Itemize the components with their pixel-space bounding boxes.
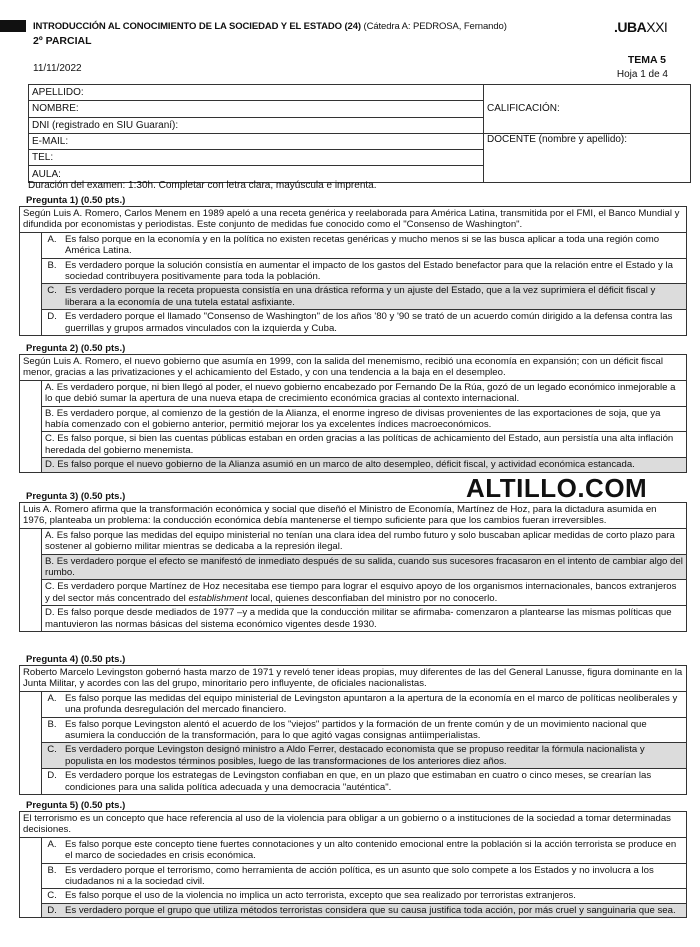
page-counter: Hoja 1 de 4	[616, 69, 668, 80]
tema-label: TEMA 5	[627, 54, 666, 66]
option-a[interactable]: A. Es verdadero porque, ni bien llegó al poder, el nuevo gobierno encabezado por Fernando De la Rúa, gozó de un legado económico inmejorable a lo que debió sumar la apertura de una nueva etapa de crecimiento económica gracias al contexto internacional.	[45, 381, 676, 405]
question-4	[19, 654, 687, 795]
nombre-field[interactable]: NOMBRE:	[29, 101, 484, 117]
student-id-form	[28, 84, 691, 183]
question-label: Pregunta 4) (0.50 pts.)	[26, 654, 126, 665]
calificacion-field[interactable]: CALIFICACIÓN:	[484, 85, 691, 134]
question-stem: Según Luis A. Romero, Carlos Menem en 1989 apeló a una receta genérica y reelaborada para América Latina, transmitida por el FMI, el Banco Mundial y difundida por economistas y periodistas. Este conjunto de medidas fue conocido como el "Consenso de Washington".	[20, 207, 686, 233]
option-a[interactable]: A. Es falso porque en la economía y en la política no existen recetas genéricas y mucho menos si se las busca aplicar a toda una región como América Latina.	[47, 233, 660, 257]
black-marker-bar	[0, 20, 26, 32]
option-b[interactable]: B. Es falso porque Levingston alentó el acuerdo de los "viejos" partidos y la formación de un frente común y de un movimiento nacional que asumiera la conducción de la transformación, para lo que agitó vagas consignas antiimperialistas.	[42, 717, 686, 743]
option-c[interactable]: C. Es falso porque, si bien las cuentas públicas estaban en orden gracias a las políticas de achicamiento del Estado, aun persistía una alta inflación heredada del gobierno menemista.	[42, 431, 686, 457]
option-d-highlighted[interactable]: D. Es verdadero porque el grupo que utiliza métodos terroristas considera que su causa justifica toda acción, por más cruel y sanguinaria que sea.	[42, 903, 686, 917]
option-b[interactable]: B. Es verdadero porque la solución consistía en aumentar el impacto de los gastos del Estado benefactor para que la relación entre el Estado y la sociedad contribuyera positivamente para toda la población.	[42, 258, 686, 284]
exam-name: 2º PARCIAL	[33, 35, 92, 47]
altillo-watermark: ALTILLO.COM	[466, 473, 648, 503]
option-d[interactable]: D. Es verdadero porque el llamado "Consenso de Washington" de los años '80 y '90 se trató de un acuerdo común dirigido a la defensa contra las guerrillas y grupos armados vinculados con la izquierda y Cuba.	[42, 309, 686, 335]
aula-field[interactable]: AULA:	[29, 166, 484, 182]
option-d[interactable]: D. Es verdadero porque los estrategas de Levingston confiaban en que, en un plazo que estimaban en cuatro o cinco meses, se crearían las condiciones para una salida política adecuada y una democracia "auténtica".	[42, 768, 686, 794]
email-field[interactable]: E-MAIL:	[29, 133, 484, 149]
question-3	[19, 491, 687, 632]
exam-date: 11/11/2022	[33, 63, 82, 74]
option-c[interactable]: C. Es verdadero porque Martínez de Hoz necesitaba ese tiempo para lograr el esquivo apoyo de los organismos internacionales, bancos extranjeros y del sector más concentrado del establishment local, quienes desconfiaban del ministro por no conocerlo.	[42, 579, 686, 605]
question-stem: Roberto Marcelo Levingston gobernó hasta marzo de 1971 y reveló tener ideas propias, muy diferentes de las del General Lanusse, figura dominante en la Junta Militar, y acordes con las del grupo, minoritario pero influyente, de oficiales nacionalistas.	[20, 666, 686, 692]
uba-xxi-logo: .UBAXXI	[614, 19, 668, 35]
option-c-highlighted[interactable]: C. Es verdadero porque la receta propuesta consistía en una drástica reforma y un ajuste del Estado, que a la vez suprimiera el déficit fiscal y liberara a la economía de una tutela estatal asfixiante.	[42, 283, 686, 309]
question-label: Pregunta 1) (0.50 pts.)	[26, 195, 126, 206]
option-b[interactable]: B. Es verdadero porque el terrorismo, como herramienta de acción política, es un asunto que solo compete a los Estados y no involucra a los ciudadanos ni a la sociedad civil.	[42, 863, 686, 889]
question-2	[19, 343, 687, 473]
dni-field[interactable]: DNI (registrado en SIU Guaraní):	[29, 117, 484, 133]
question-label: Pregunta 2) (0.50 pts.)	[26, 343, 126, 354]
question-stem: El terrorismo es un concepto que hace referencia al uso de la violencia para obligar a un gobierno o a instituciones de la sociedad a tomar determinadas decisiones.	[20, 812, 686, 838]
option-d[interactable]: D. Es falso porque desde mediados de 1977 –y a medida que la conducción militar se afirmaba- comenzaron a plantearse las mismas políticas que mantuvieron las normas básicas del sistema económico vigentes desde 1930.	[42, 605, 686, 631]
option-b-highlighted[interactable]: B. Es verdadero porque el efecto se manifestó de inmediato después de su salida, cuando sus sucesores fracasaron en el intento de cambiar algo del rumbo.	[42, 554, 686, 580]
option-c[interactable]: C. Es falso porque el uso de la violencia no implica un acto terrorista, excepto que sea realizado por terroristas extranjeros.	[42, 888, 686, 902]
question-label: Pregunta 3) (0.50 pts.)	[26, 491, 126, 502]
question-stem: Según Luis A. Romero, el nuevo gobierno que asumía en 1999, con la salida del menemismo, recibió una economía en expansión; con un déficit fiscal menor, gracias a las privatizaciones y el achicamiento del Estado, y con una tendencia a la baja en el desempleo.	[20, 355, 686, 381]
question-stem: Luis A. Romero afirma que la transformación económica y social que diseñó el Ministro de Economía, Martínez de Hoz, para la dictadura asumida en 1976, planteaba un problema: la conducción económica debía mantenerse el tiempo suficiente para que los cambios fueran irreversibles.	[20, 503, 686, 529]
option-a[interactable]: A. Es falso porque las medidas del equipo ministerial de Levingston apuntaron a la apertura de la economía en el marco de políticas neoliberales y una profunda desregulación del mercado financiero.	[47, 692, 678, 716]
docente-field[interactable]: DOCENTE (nombre y apellido):	[484, 133, 691, 182]
tel-field[interactable]: TEL:	[29, 150, 484, 166]
apellido-field[interactable]: APELLIDO:	[29, 85, 484, 101]
option-a[interactable]: A. Es falso porque este concepto tiene fuertes connotaciones y un alto contenido emocional entre la población si la acción terrorista se produce en el marco de sociedades en crisis económica.	[47, 838, 677, 862]
question-1	[19, 195, 687, 336]
option-d-highlighted[interactable]: D. Es falso porque el nuevo gobierno de la Alianza asumió en un marco de alto desempleo, déficit fiscal, y actividad económica estancada.	[42, 457, 686, 471]
option-b[interactable]: B. Es verdadero porque, al comienzo de la gestión de la Alianza, el enorme ingreso de divisas provenientes de las exportaciones de soja, que ya había comenzado con el gobierno anterior, permitió mejorar los ya excelentes índices macroeconómicos.	[42, 406, 686, 432]
option-a[interactable]: A. Es falso porque las medidas del equipo ministerial no tenían una clara idea del rumbo futuro y solo buscaban aplicar medidas de corto plazo para sostener al gobierno militar mientras se dedicaba a la represión ilegal.	[45, 529, 675, 553]
catedra: (Cátedra A: PEDROSA, Fernando)	[363, 21, 507, 32]
duration-instructions: Duración del examen: 1:30h. Completar con letra clara, mayúscula e imprenta.	[28, 180, 377, 191]
question-label: Pregunta 5) (0.50 pts.)	[26, 800, 126, 811]
course-title: INTRODUCCIÓN AL CONOCIMIENTO DE LA SOCIEDAD Y EL ESTADO (24) (Cátedra A: PEDROSA, Fernando)	[33, 21, 507, 32]
option-c-highlighted[interactable]: C. Es verdadero porque Levingston designó ministro a Aldo Ferrer, destacado economista que se propuso reeditar la fórmula nacionalista y populista en los modestos términos posibles, luego de las transformaciones de los anteriores diez años.	[42, 742, 686, 768]
question-5	[19, 800, 687, 918]
